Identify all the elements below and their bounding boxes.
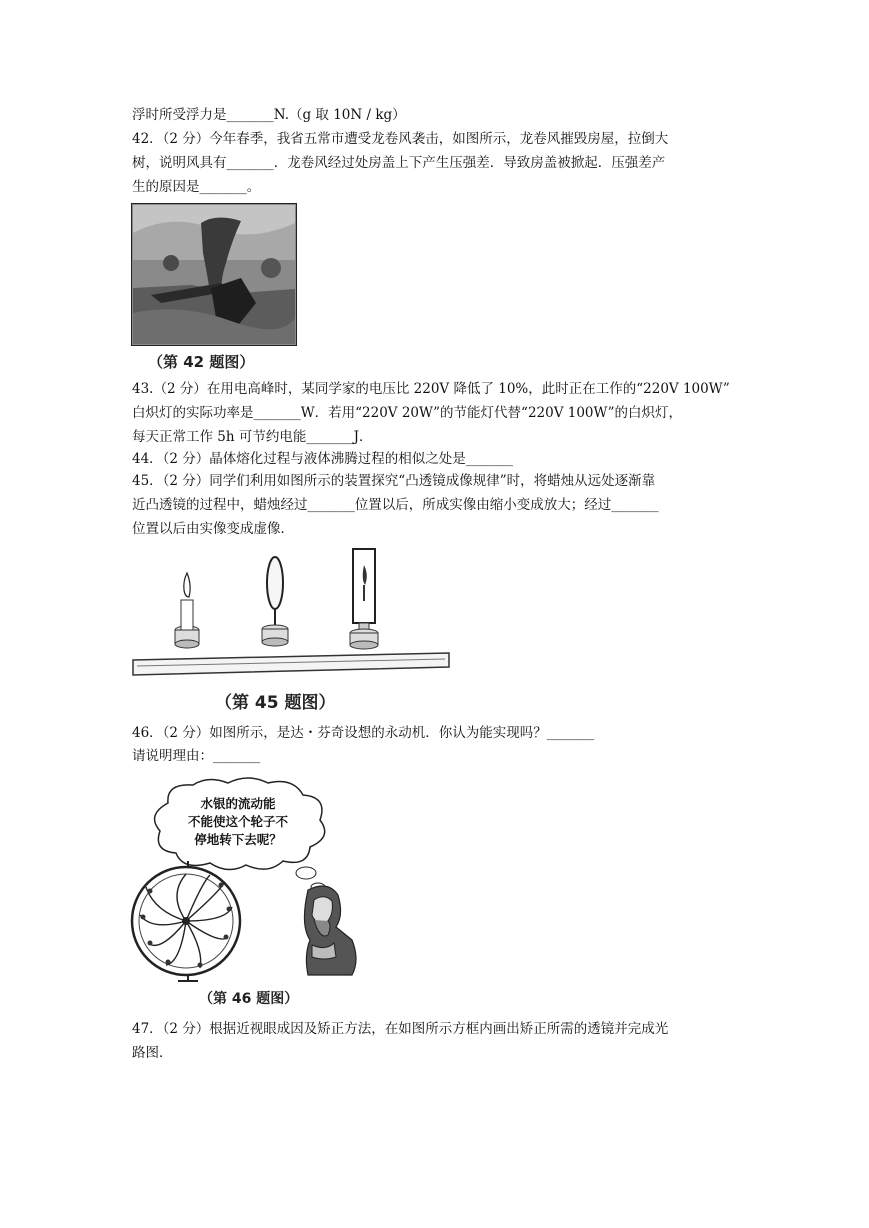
q43-line-2: 白炽灯的实际功率是_______W．若用“220V 20W”的节能灯代替“220V 100W”的白炽灯， bbox=[132, 405, 683, 421]
figure-45-caption: （第 45 题图） bbox=[215, 693, 336, 713]
q43-line-1: 43.（2 分）在用电高峰时，某同学家的电压比 220V 降低了 10%，此时正在工作的“220V 100W” bbox=[132, 381, 730, 397]
q42-line-1: 42．（2 分）今年春季，我省五常市遭受龙卷风袭击，如图所示，龙卷风摧毁房屋，拉倒大 bbox=[132, 131, 669, 147]
q43-line-3: 每天正常工作 5h 可节约电能_______J． bbox=[132, 429, 373, 445]
bubble-text-1: 水银的流动能 bbox=[200, 796, 276, 811]
bubble-text-2: 不能使这个轮子不 bbox=[187, 814, 289, 829]
q44-line: 44．（2 分）晶体熔化过程与液体沸腾过程的相似之处是_______ bbox=[132, 451, 514, 467]
bubble-text-3: 停地转下去呢？ bbox=[194, 832, 282, 847]
q45-line-2: 近凸透镜的过程中，蜡烛经过_______位置以后，所成实像由缩小变成放大；经过_______ bbox=[132, 497, 659, 513]
tornado-photo bbox=[131, 203, 297, 346]
q46-line-1: 46．（2 分）如图所示，是达・芬奇设想的永动机．你认为能实现吗？_______ bbox=[132, 725, 595, 741]
q41-tail-line: 浮时所受浮力是_______N.（g 取 10N / kg） bbox=[132, 107, 406, 123]
q45-line-3: 位置以后由实像变成虚像． bbox=[132, 521, 294, 537]
optical-bench-figure bbox=[131, 545, 451, 685]
figure-42-caption: （第 42 题图） bbox=[148, 353, 255, 371]
q45-line-1: 45．（2 分）同学们利用如图所示的装置探究“凸透镜成像规律”时，将蜡烛从远处逐渐靠 bbox=[132, 473, 656, 489]
q42-line-2: 树，说明风具有_______．龙卷风经过处房盖上下产生压强差．导致房盖被掀起．压强差产 bbox=[132, 155, 666, 171]
perpetual-motion-figure bbox=[128, 775, 368, 990]
q42-line-3: 生的原因是_______。 bbox=[132, 179, 261, 195]
q46-line-2: 请说明理由：_______ bbox=[132, 748, 261, 764]
q47-line-1: 47．（2 分）根据近视眼成因及矫正方法，在如图所示方框内画出矫正所需的透镜并完成光 bbox=[132, 1021, 669, 1037]
q47-line-2: 路图． bbox=[132, 1045, 173, 1061]
figure-46-caption: （第 46 题图） bbox=[199, 991, 299, 1007]
